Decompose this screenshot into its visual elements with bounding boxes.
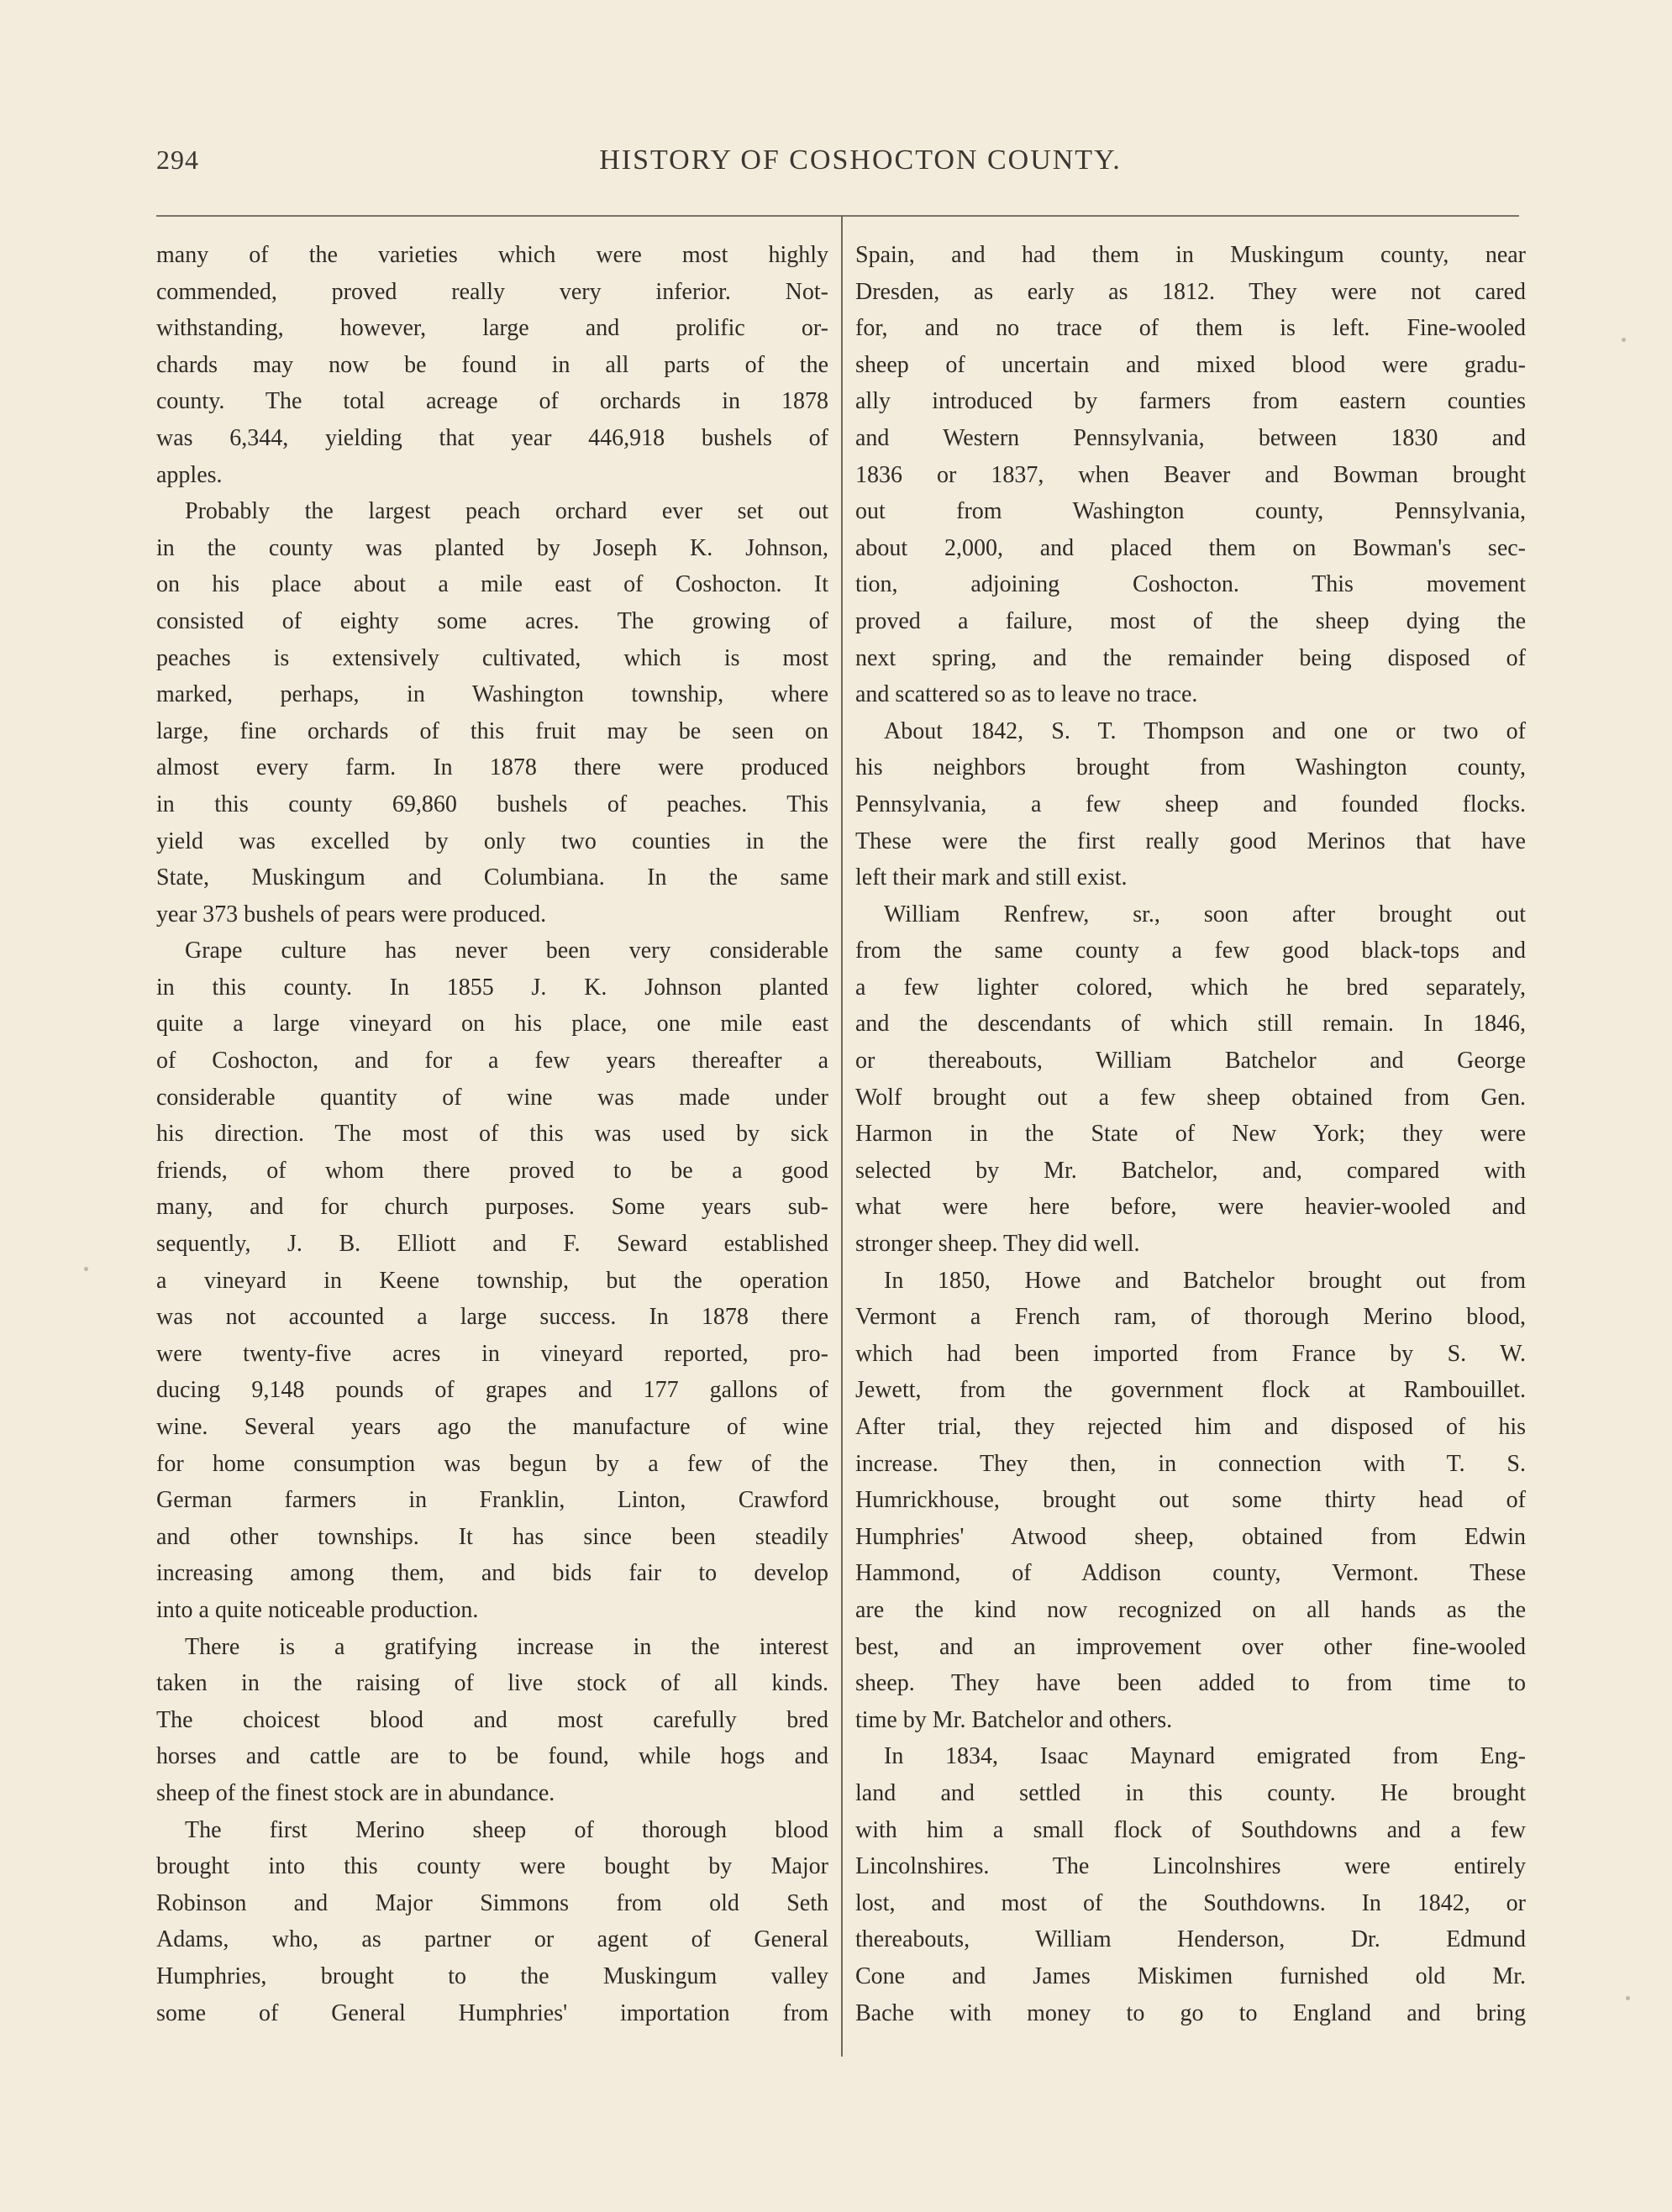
- right-line: selected by Mr. Batchelor, and, compared with: [855, 1157, 1526, 1184]
- right-line: Humrickhouse, brought out some thirty head of: [855, 1487, 1526, 1514]
- right-line: for, and no trace of them is left. Fine-wooled: [855, 315, 1526, 342]
- column-divider: [841, 215, 843, 2057]
- left-line: in this county. In 1855 J. K. Johnson planted: [156, 974, 828, 1001]
- left-line: on his place about a mile east of Coshocton. It: [156, 571, 828, 598]
- left-line: many, and for church purposes. Some years sub-: [156, 1194, 828, 1221]
- right-line: next spring, and the remainder being disposed of: [855, 644, 1526, 671]
- right-line: out from Washington county, Pennsylvania,: [855, 498, 1526, 525]
- right-line: Jewett, from the government flock at Rambouillet.: [855, 1377, 1526, 1404]
- right-line: Humphries' Atwood sheep, obtained from Edwin: [855, 1523, 1526, 1550]
- left-line: yield was excelled by only two counties in the: [156, 828, 828, 854]
- left-line: wine. Several years ago the manufacture of wine: [156, 1414, 828, 1440]
- right-line: increase. They then, in connection with T. S.: [855, 1450, 1526, 1477]
- left-line: The first Merino sheep of thorough blood: [185, 1816, 828, 1843]
- right-line: thereabouts, William Henderson, Dr. Edmund: [855, 1926, 1526, 1953]
- left-line: marked, perhaps, in Washington township, where: [156, 681, 828, 708]
- left-line: was not accounted a large success. In 1878 there: [156, 1304, 828, 1331]
- right-line: ally introduced by farmers from eastern counties: [855, 388, 1526, 415]
- paper-speck: [1626, 1996, 1630, 2000]
- right-line: Hammond, of Addison county, Vermont. These: [855, 1560, 1526, 1587]
- right-line: Cone and James Miskimen furnished old Mr.: [855, 1962, 1526, 1989]
- left-line: almost every farm. In 1878 there were produced: [156, 754, 828, 781]
- right-line: from the same county a few good black-tops and: [855, 938, 1526, 964]
- right-line: lost, and most of the Southdowns. In 1842, or: [855, 1889, 1526, 1916]
- left-line: withstanding, however, large and prolific or-: [156, 315, 828, 342]
- left-line: considerable quantity of wine was made under: [156, 1084, 828, 1111]
- right-line: Dresden, as early as 1812. They were not cared: [855, 278, 1526, 305]
- left-line: in the county was planted by Joseph K. Johnson,: [156, 534, 828, 561]
- left-line: ducing 9,148 pounds of grapes and 177 gallons of: [156, 1377, 828, 1404]
- right-line: and Western Pennsylvania, between 1830 and: [855, 424, 1526, 451]
- left-line: was 6,344, yielding that year 446,918 bushels of: [156, 424, 828, 451]
- right-line: Pennsylvania, a few sheep and founded flocks.: [855, 791, 1526, 817]
- right-line: proved a failure, most of the sheep dying the: [855, 607, 1526, 634]
- left-line: were twenty-five acres in vineyard reported, pro-: [156, 1340, 828, 1367]
- right-line: Harmon in the State of New York; they were: [855, 1121, 1526, 1148]
- left-line: sheep of the finest stock are in abundance.: [156, 1779, 555, 1806]
- header-rule-right: [842, 215, 1519, 217]
- left-line: increasing among them, and bids fair to develop: [156, 1560, 828, 1587]
- left-line: in this county 69,860 bushels of peaches. This: [156, 791, 828, 817]
- left-line: into a quite noticeable production.: [156, 1596, 479, 1623]
- right-line: William Renfrew, sr., soon after brought out: [884, 901, 1526, 927]
- right-line: his neighbors brought from Washington county,: [855, 754, 1526, 781]
- right-line: Lincolnshires. The Lincolnshires were entirely: [855, 1853, 1526, 1880]
- right-line: About 1842, S. T. Thompson and one or two of: [884, 717, 1526, 744]
- paper-speck: [84, 1267, 88, 1271]
- left-line: Grape culture has never been very considerable: [185, 938, 828, 964]
- left-text-column: [156, 237, 828, 2031]
- right-line: left their mark and still exist.: [855, 864, 1128, 891]
- left-line: The choicest blood and most carefully bred: [156, 1706, 828, 1733]
- right-line: what were here before, were heavier-wooled and: [855, 1194, 1526, 1221]
- left-line: for home consumption was begun by a few of the: [156, 1450, 828, 1477]
- right-line: or thereabouts, William Batchelor and George: [855, 1048, 1526, 1074]
- left-line: peaches is extensively cultivated, which is most: [156, 644, 828, 671]
- page-number: 294: [156, 144, 199, 175]
- left-line: State, Muskingum and Columbiana. In the same: [156, 864, 828, 891]
- right-line: sheep. They have been added to from time to: [855, 1670, 1526, 1697]
- right-line: stronger sheep. They did well.: [855, 1231, 1140, 1258]
- left-line: Humphries, brought to the Muskingum valley: [156, 1962, 828, 1989]
- right-line: with him a small flock of Southdowns and a few: [855, 1816, 1526, 1843]
- left-line: of Coshocton, and for a few years thereafter a: [156, 1048, 828, 1074]
- right-line: about 2,000, and placed them on Bowman's sec-: [855, 534, 1526, 561]
- right-line: Wolf brought out a few sheep obtained from Gen.: [855, 1084, 1526, 1111]
- left-line: consisted of eighty some acres. The growing of: [156, 607, 828, 634]
- right-line: 1836 or 1837, when Beaver and Bowman brought: [855, 461, 1526, 488]
- right-line: and the descendants of which still remain. In 1846,: [855, 1011, 1526, 1038]
- left-line: county. The total acreage of orchards in 1878: [156, 388, 828, 415]
- right-line: best, and an improvement over other fine-wooled: [855, 1633, 1526, 1660]
- left-line: and other townships. It has since been steadily: [156, 1523, 828, 1550]
- right-text-column: [855, 237, 1526, 2031]
- right-line: time by Mr. Batchelor and others.: [855, 1706, 1173, 1733]
- left-line: some of General Humphries' importation from: [156, 1999, 828, 2026]
- left-line: many of the varieties which were most highly: [156, 242, 828, 268]
- right-line: Bache with money to go to England and bring: [855, 1999, 1526, 2026]
- header-rule-left: [156, 215, 842, 217]
- left-line: Probably the largest peach orchard ever set out: [185, 498, 828, 525]
- left-line: commended, proved really very inferior. Not-: [156, 278, 828, 305]
- left-line: brought into this county were bought by Major: [156, 1853, 828, 1880]
- page-header: [156, 144, 1487, 188]
- left-line: his direction. The most of this was used by sick: [156, 1121, 828, 1148]
- left-line: apples.: [156, 461, 223, 488]
- left-line: horses and cattle are to be found, while hogs and: [156, 1743, 828, 1770]
- left-line: sequently, J. B. Elliott and F. Seward established: [156, 1231, 828, 1258]
- right-line: After trial, they rejected him and disposed of his: [855, 1414, 1526, 1440]
- right-line: sheep of uncertain and mixed blood were gradu-: [855, 351, 1526, 378]
- left-line: quite a large vineyard on his place, one mile east: [156, 1011, 828, 1038]
- left-line: year 373 bushels of pears were produced.: [156, 901, 547, 927]
- running-title: HISTORY OF COSHOCTON COUNTY.: [599, 144, 1122, 176]
- right-line: land and settled in this county. He brought: [855, 1779, 1526, 1806]
- right-line: In 1834, Isaac Maynard emigrated from Eng-: [884, 1743, 1526, 1770]
- left-line: Adams, who, as partner or agent of General: [156, 1926, 828, 1953]
- right-line: These were the first really good Merinos that have: [855, 828, 1526, 854]
- left-line: large, fine orchards of this fruit may be seen on: [156, 717, 828, 744]
- right-line: Spain, and had them in Muskingum county, near: [855, 242, 1526, 268]
- paper-speck: [1622, 338, 1626, 342]
- left-line: There is a gratifying increase in the interest: [185, 1633, 828, 1660]
- left-line: German farmers in Franklin, Linton, Crawford: [156, 1487, 828, 1514]
- right-line: a few lighter colored, which he bred separately,: [855, 974, 1526, 1001]
- right-line: tion, adjoining Coshocton. This movement: [855, 571, 1526, 598]
- left-line: a vineyard in Keene township, but the operation: [156, 1267, 828, 1294]
- right-line: which had been imported from France by S. W.: [855, 1340, 1526, 1367]
- right-line: Vermont a French ram, of thorough Merino blood,: [855, 1304, 1526, 1331]
- left-line: friends, of whom there proved to be a good: [156, 1157, 828, 1184]
- left-line: Robinson and Major Simmons from old Seth: [156, 1889, 828, 1916]
- right-line: and scattered so as to leave no trace.: [855, 681, 1198, 708]
- left-line: taken in the raising of live stock of all kinds.: [156, 1670, 828, 1697]
- right-line: are the kind now recognized on all hands as the: [855, 1596, 1526, 1623]
- right-line: In 1850, Howe and Batchelor brought out from: [884, 1267, 1526, 1294]
- left-line: chards may now be found in all parts of the: [156, 351, 828, 378]
